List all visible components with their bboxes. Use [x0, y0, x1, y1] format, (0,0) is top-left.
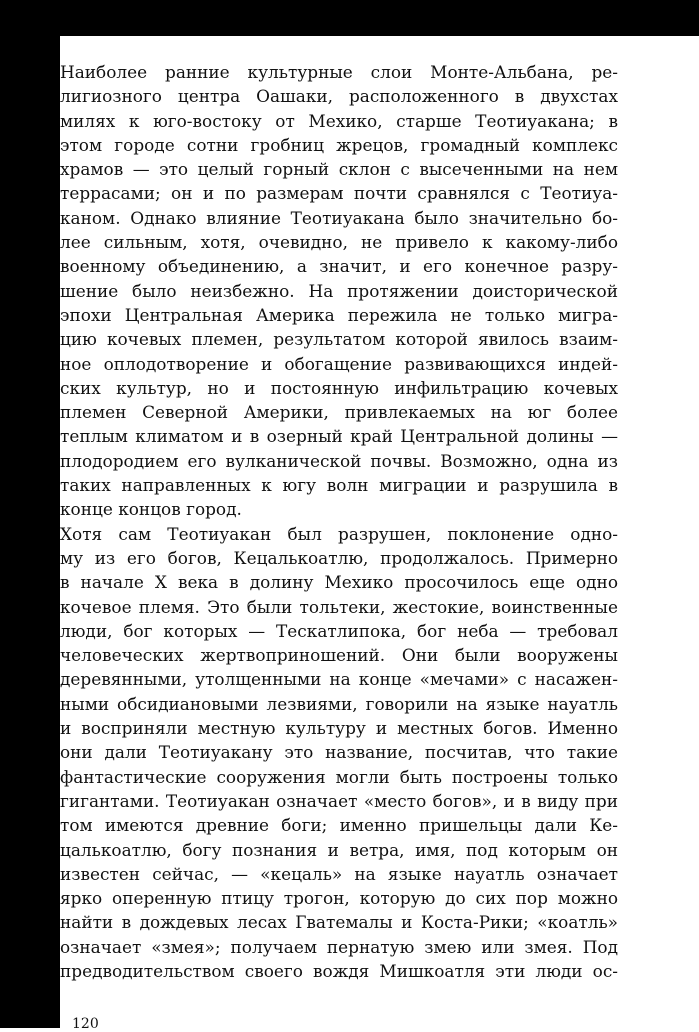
- page-number: 120: [72, 1016, 99, 1032]
- text-line: гигантами. Теотиуакан означает «место богов», и в виду при: [60, 790, 618, 811]
- scan-edge-top: [0, 0, 699, 36]
- text-line: каном. Однако влияние Теотиуакана было значительно бо-: [60, 207, 618, 228]
- text-line: и восприняли местную культуру и местных богов. Именно: [60, 718, 618, 739]
- text-line: цалькоатлю, богу познания и ветра, имя, под которым он: [60, 839, 618, 860]
- text-line: деревянными, утолщенными на конце «мечами» с насажен-: [60, 669, 618, 690]
- text-line: плодородием его вулканической почвы. Возможно, одна из: [60, 450, 618, 471]
- text-line: ярко оперенную птицу трогон, которую до сих пор можно: [60, 888, 618, 909]
- text-line: лигиозного центра Оашаки, расположенного в двухстах: [60, 86, 618, 107]
- text-line: милях к юго-востоку от Мехико, старше Теотиуакана; в: [60, 110, 618, 131]
- text-line: Хотя сам Теотиуакан был разрушен, поклонение одно-: [60, 523, 618, 544]
- page-text: [60, 60, 618, 983]
- text-line: найти в дождевых лесах Гватемалы и Коста-Рики; «коатль»: [60, 912, 618, 933]
- paragraph-1: [60, 60, 618, 522]
- text-line: известен сейчас, — «кецаль» на языке науатль означает: [60, 863, 618, 884]
- text-line: ских культур, но и постоянную инфильтрацию кочевых: [60, 377, 618, 398]
- text-line: люди, бог которых — Тескатлипока, бог неба — требовал: [60, 620, 618, 641]
- text-line: том имеются древние боги; именно пришельцы дали Ке-: [60, 815, 618, 836]
- text-line: в начале X века в долину Мехико просочилось еще одно: [60, 572, 618, 593]
- text-line: му из его богов, Кецалькоатлю, продолжалось. Примерно: [60, 547, 618, 568]
- text-line: человеческих жертвоприношений. Они были вооружены: [60, 645, 618, 666]
- text-line: террасами; он и по размерам почти сравнялся с Теотиуа-: [60, 183, 618, 204]
- text-line: фантастические сооружения могли быть построены только: [60, 766, 618, 787]
- text-line: военному объединению, а значит, и его конечное разру-: [60, 256, 618, 277]
- text-line: Наиболее ранние культурные слои Монте-Альбана, ре-: [60, 62, 618, 82]
- text-line: они дали Теотиуакану это название, посчитав, что такие: [60, 742, 618, 763]
- text-line: этом городе сотни гробниц жрецов, громадный комплекс: [60, 134, 618, 155]
- text-line: племен Северной Америки, привлекаемых на юг более: [60, 402, 618, 423]
- text-line: кочевое племя. Это были тольтеки, жестокие, воинственные: [60, 596, 618, 617]
- text-line: храмов — это целый горный склон с высеченными на нем: [60, 159, 618, 180]
- text-line: лее сильным, хотя, очевидно, не привело к какому-либо: [60, 232, 618, 253]
- scan-edge-left: [0, 0, 60, 1028]
- text-line: таких направленных к югу волн миграции и разрушила в: [60, 475, 618, 496]
- text-line: эпохи Центральная Америка пережила не только мигра-: [60, 304, 618, 325]
- text-line: ное оплодотворение и обогащение развивающихся индей-: [60, 353, 618, 374]
- text-line: предводительством своего вождя Мишкоатля эти люди ос-: [60, 960, 618, 981]
- text-line: ными обсидиановыми лезвиями, говорили на языке науатль: [60, 693, 618, 714]
- paragraph-2: [60, 522, 618, 984]
- text-line: конце концов город.: [60, 499, 242, 520]
- text-line: означает «змея»; получаем пернатую змею или змея. Под: [60, 936, 618, 957]
- text-line: шение было неизбежно. На протяжении доисторической: [60, 280, 618, 301]
- text-line: цию кочевых племен, результатом которой явилось взаим-: [60, 329, 618, 350]
- text-line: теплым климатом и в озерный край Центральной долины —: [60, 426, 618, 447]
